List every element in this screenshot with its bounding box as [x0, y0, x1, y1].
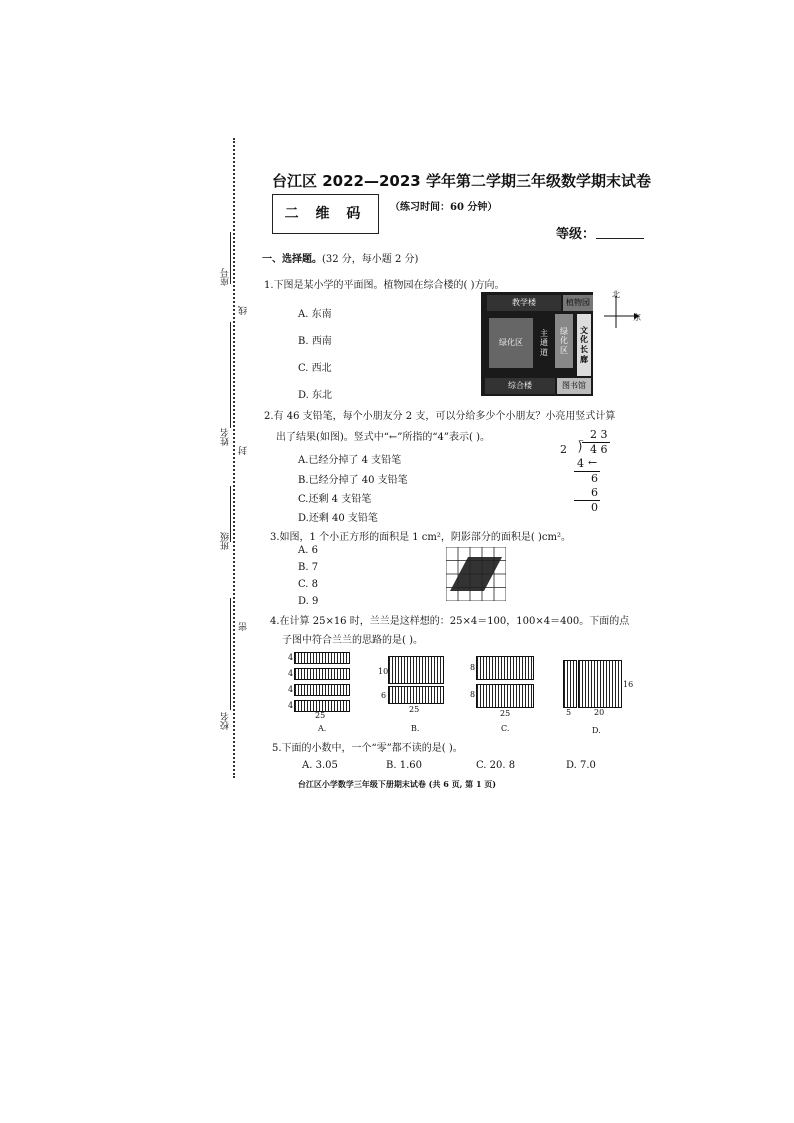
q5-option-a[interactable]: A. 3.05	[302, 760, 338, 771]
q1-option-a[interactable]: A. 东南	[298, 309, 332, 320]
q4-b-bottom-label: 25	[409, 705, 420, 714]
q5-option-c[interactable]: C. 20. 8	[476, 760, 516, 771]
school-line	[230, 598, 231, 710]
dot-bar	[476, 656, 534, 680]
q1-option-c[interactable]: C. 西北	[298, 363, 332, 374]
q1-option-d[interactable]: D. 东北	[298, 390, 333, 401]
q3-option-a[interactable]: A. 6	[298, 545, 318, 556]
dot-bar	[294, 684, 350, 696]
q2-stem-line2: 出了结果(如图)。竖式中“←”所指的“4”表示( )。	[276, 432, 490, 443]
map-library: 图书馆	[557, 378, 591, 394]
q2-stem-line1: 2.有 46 支铅笔，每个小朋友分 2 支，可以分给多少个小朋友？小亮用竖式计算	[264, 411, 616, 422]
q3-grid-figure	[446, 547, 506, 601]
dot-bar	[294, 652, 350, 664]
dot-bar	[388, 656, 444, 684]
q4-a-row-label: 4	[288, 653, 294, 662]
arrow-left-icon: ←	[588, 456, 598, 469]
map-culture-gallery: 文 化 长 廊	[577, 314, 591, 376]
q1-option-b[interactable]: B. 西南	[298, 336, 332, 347]
compass-east: 东	[633, 313, 641, 322]
q4-a-row-label: 4	[288, 685, 294, 694]
class-label: 班级	[221, 532, 231, 550]
q4-stem-line2: 子图中符合兰兰的思路的是( )。	[282, 635, 423, 646]
dot-bar	[388, 686, 444, 704]
secret-mark: 密	[239, 622, 249, 631]
map-green-area-2: 绿 化 区	[555, 314, 573, 368]
dot-bar	[563, 660, 577, 708]
division-divisor: 2	[560, 443, 567, 456]
q4-c-row-label: 8	[470, 690, 476, 699]
q4-d-bottom-left-label: 5	[566, 708, 572, 717]
compass-north: 北	[612, 290, 620, 299]
long-division-figure: 2 3 2 ⟌ 4 6 4 ← 6 6 0	[560, 428, 620, 518]
q3-option-b[interactable]: B. 7	[298, 562, 319, 573]
q4-a-label: A.	[318, 724, 327, 733]
q3-stem: 3.如图，1 个小正方形的面积是 1 cm²，阴影部分的面积是( )cm²。	[270, 532, 571, 543]
section-heading: 一、选择题。(32 分，每小题 2 分)	[262, 254, 419, 265]
map-green-area-1: 绿化区	[489, 318, 533, 368]
grade-blank[interactable]	[596, 238, 644, 239]
binding-dotted-line	[233, 138, 235, 778]
map-main-road: 主 通 道	[535, 318, 553, 368]
q4-c-bottom-label: 25	[500, 709, 511, 718]
page-footer: 台江区小学数学三年级下册期末试卷 (共 6 页, 第 1 页)	[297, 779, 497, 789]
q5-option-d[interactable]: D. 7.0	[566, 760, 596, 771]
q4-a-row-label: 4	[288, 701, 294, 710]
q2-option-a[interactable]: A.已经分掉了 4 支铅笔	[298, 455, 402, 466]
seal-mark: 封	[239, 446, 249, 455]
q4-d-right-label: 16	[623, 680, 634, 689]
q4-a-row-label: 4	[288, 669, 294, 678]
qr-code-box: 二 维 码	[272, 194, 379, 234]
map-botanical-garden: 植物园	[563, 295, 593, 311]
division-step2: 6	[591, 472, 598, 485]
school-label: 校名	[221, 712, 231, 730]
q4-d-bottom-right-label: 20	[594, 708, 605, 717]
map-teaching-building: 教学楼	[487, 295, 561, 311]
exam-title: 台江区 2022—2023 学年第二学期三年级数学期末试卷	[272, 172, 651, 190]
dot-bar	[578, 660, 622, 708]
q4-a-bottom-label: 25	[315, 711, 326, 720]
compass-icon	[600, 288, 642, 332]
q4-stem-line1: 4.在计算 25×16 时，兰兰是这样想的：25×4＝100，100×4＝400。下面的点	[270, 616, 630, 627]
q4-c-row-label: 8	[470, 663, 476, 672]
q4-d-label: D.	[592, 726, 601, 735]
q4-b-label: B.	[411, 724, 420, 733]
q5-stem: 5.下面的小数中，一个“零”都不读的是( )。	[272, 743, 463, 754]
school-plan-map	[481, 292, 593, 396]
division-step1: 4	[577, 457, 584, 470]
q3-option-d[interactable]: D. 9	[298, 596, 319, 607]
q2-option-d[interactable]: D.还剩 40 支铅笔	[298, 513, 378, 524]
q4-b-row-label: 6	[381, 691, 387, 700]
q5-option-b[interactable]: B. 1.60	[386, 760, 422, 771]
map-complex-building: 综合楼	[485, 378, 555, 394]
name-line	[230, 322, 231, 428]
seat-label: 座号	[221, 268, 231, 286]
q1-stem: 1.下图是某小学的平面图。植物园在综合楼的( )方向。	[264, 280, 505, 291]
grade-label: 等级：	[556, 227, 596, 242]
dot-bar	[294, 668, 350, 680]
line-mark: 线	[239, 306, 249, 315]
time-note: （练习时间：60 分钟）	[390, 202, 498, 213]
division-quotient: 2 3	[590, 428, 608, 441]
division-step3: 6	[591, 486, 598, 499]
name-label: 姓名	[221, 428, 231, 446]
q4-b-row-label: 10	[378, 667, 389, 676]
division-dividend: 4 6	[590, 443, 608, 456]
q2-option-c[interactable]: C.还剩 4 支铅笔	[298, 494, 372, 505]
dot-bar	[476, 684, 534, 708]
q4-c-label: C.	[501, 724, 510, 733]
q3-option-c[interactable]: C. 8	[298, 579, 319, 590]
division-remainder: 0	[591, 501, 598, 514]
q2-option-b[interactable]: B.已经分掉了 40 支铅笔	[298, 475, 408, 486]
